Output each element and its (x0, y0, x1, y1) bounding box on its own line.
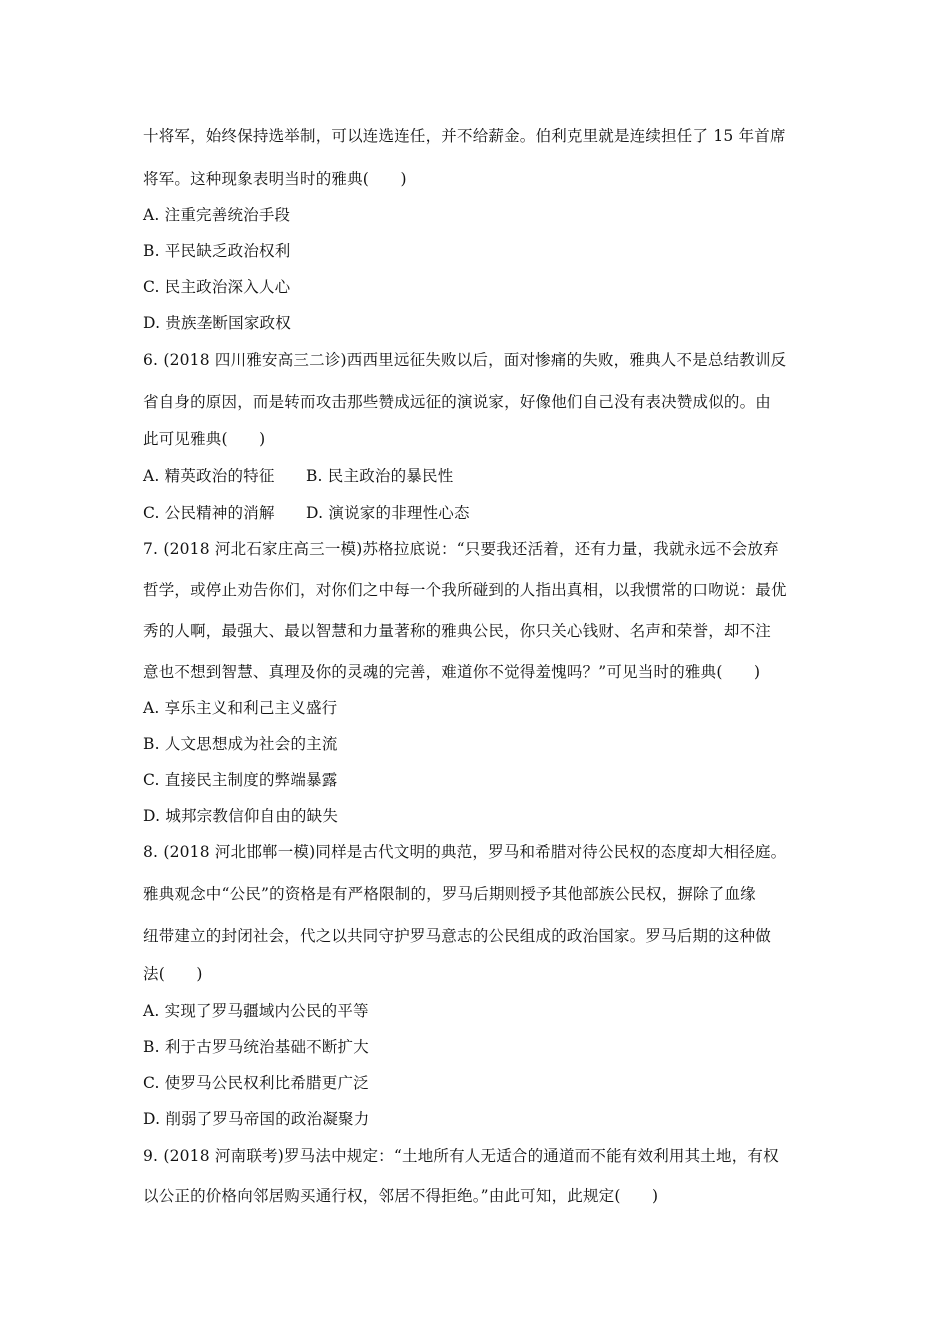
question-8-text: 8. (2018 河北邯郸一模)同样是古代文明的典范，罗马和希腊对待公民权的态度却大相径庭。 (143, 843, 787, 861)
question-9-text: 以公正的价格向邻居购买通行权，邻居不得拒绝。”由此可知，此规定( ) (143, 1187, 659, 1205)
option-c: C. 直接民主制度的弊端暴露 (143, 771, 338, 789)
question-7-text: 秀的人啊，最强大、最以智慧和力量著称的雅典公民，你只关心钱财、名声和荣誉，却不注 (143, 622, 772, 640)
option-d: D. 城邦宗教信仰自由的缺失 (143, 807, 339, 825)
option-a: A. 享乐主义和利己主义盛行 (143, 699, 338, 717)
question-7-text: 哲学，或停止劝告你们，对你们之中每一个我所碰到的人指出真相，以我惯常的口吻说：最优 (143, 581, 787, 599)
question-7-text: 意也不想到智慧、真理及你的灵魂的完善，难道你不觉得羞愧吗？”可见当时的雅典( ) (143, 663, 761, 681)
option-c: C. 民主政治深入人心 (143, 278, 291, 296)
option-a: A. 实现了罗马疆域内公民的平等 (143, 1002, 369, 1020)
option-d: D. 贵族垄断国家政权 (143, 314, 291, 332)
question-8-text: 法( ) (143, 965, 203, 983)
option-row-cd: C. 公民精神的消解 D. 演说家的非理性心态 (143, 504, 470, 522)
option-b: B. 人文思想成为社会的主流 (143, 735, 338, 753)
option-d: D. 削弱了罗马帝国的政治凝聚力 (143, 1110, 370, 1128)
option-a: A. 注重完善统治手段 (143, 206, 291, 224)
option-b: B. 平民缺乏政治权利 (143, 242, 291, 260)
option-c: C. 使罗马公民权利比希腊更广泛 (143, 1074, 369, 1092)
question-9-text: 9. (2018 河南联考)罗马法中规定：“土地所有人无适合的通道而不能有效利用其土地，有权 (143, 1147, 779, 1165)
question-8-text: 纽带建立的封闭社会，代之以共同守护罗马意志的公民组成的政治国家。罗马后期的这种做 (143, 927, 772, 945)
option-row-ab: A. 精英政治的特征 B. 民主政治的暴民性 (143, 467, 454, 485)
option-b: B. 利于古罗马统治基础不断扩大 (143, 1038, 369, 1056)
text-line: 十将军，始终保持选举制，可以连选连任，并不给薪金。伯利克里就是连续担任了 15 年首席 (143, 127, 786, 145)
text-line: 将军。这种现象表明当时的雅典( ) (143, 170, 407, 188)
question-8-text: 雅典观念中“公民”的资格是有严格限制的，罗马后期则授予其他部族公民权，摒除了血缘 (143, 885, 756, 903)
question-6-text: 6. (2018 四川雅安高三二诊)西西里远征失败以后，面对惨痛的失败，雅典人不是总结教训反 (143, 351, 787, 369)
question-7-text: 7. (2018 河北石家庄高三一模)苏格拉底说：“只要我还活着，还有力量，我就永远不会放弃 (143, 540, 779, 558)
question-6-text: 省自身的原因，而是转而攻击那些赞成远征的演说家，好像他们自己没有表决赞成似的。由 (143, 393, 772, 411)
question-6-text: 此可见雅典( ) (143, 430, 266, 448)
